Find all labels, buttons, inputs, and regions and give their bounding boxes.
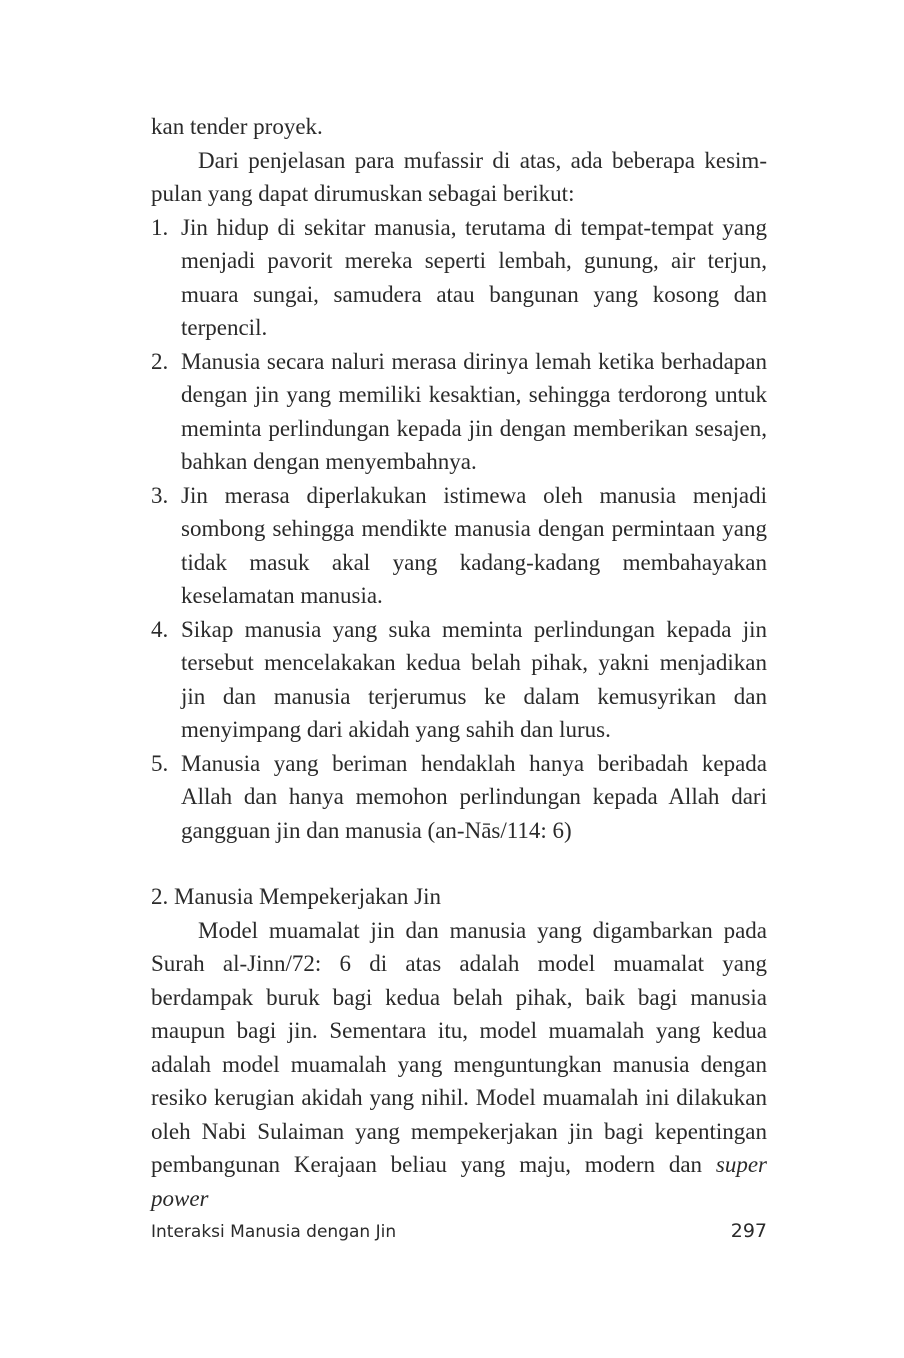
list-item-text: Manusia secara naluri merasa dirinya lemah ketika berhadapan dengan jin yang memiliki kesaktian, sehingga terdorong untuk meminta perlindungan kepada jin dengan memberikan sesajen, bahkan dengan menyembahnya.	[181, 348, 767, 474]
list-item	[151, 613, 767, 747]
section-paragraph-text: Model muamalat jin dan manusia yang digambarkan pada Surah al-Jinn/72: 6 di atas adalah model muamalat yang berdampak buruk bagi kedua belah pihak, baik bagi manusia maupun bagi jin. Sementara itu, model muamalah yang kedua adalah model muamalah yang menguntungkan manusia dengan resiko kerugian akidah yang nihil. Model muamalah ini dilakukan oleh Nabi Sulaiman yang mempekerjakan jin bagi kepentingan pembangunan Kerajaan beliau yang maju, modern dan	[151, 917, 767, 1177]
running-title: Interaksi Manusia dengan Jin	[151, 1222, 397, 1242]
list-item	[151, 345, 767, 479]
page-body	[151, 110, 767, 1215]
intro-fragment: kan tender proyek.	[151, 114, 323, 139]
list-item-number: 2.	[151, 348, 169, 374]
list-item-number: 4.	[151, 616, 169, 642]
list-item-text: Jin merasa diperlakukan istimewa oleh manusia menjadi sombong sehingga mendikte manusia dengan permintaan yang tidak masuk akal yang kadang-kadang membahayakan keselamatan manusia.	[181, 482, 767, 608]
list-item	[151, 479, 767, 613]
list-item	[151, 747, 767, 848]
list-item-number: 3.	[151, 482, 169, 508]
list-item	[151, 211, 767, 345]
list-item-text: Manusia yang beriman hendaklah hanya beribadah kepada Allah dan hanya memohon perlindungan kepada Allah dari gangguan jin dan manusia (an-Nās/114: 6)	[181, 750, 767, 843]
lead-paragraph: Dari penjelasan para mufassir di atas, ada beberapa kesimpulan yang dapat dirumuskan sebagai berikut:	[151, 147, 767, 206]
list-item-text: Jin hidup di sekitar manusia, terutama di tempat-tempat yang menjadi pavorit mereka seperti lembah, gunung, air terjun, muara sungai, samudera atau bangunan yang kosong dan terpencil.	[181, 214, 767, 340]
list-item-number: 1.	[151, 214, 169, 240]
page-number: 297	[730, 1220, 767, 1242]
section-paragraph	[151, 914, 767, 1216]
section-paragraph-italic: super power	[151, 1152, 768, 1211]
list-item-text: Sikap manusia yang suka meminta perlindungan kepada jin tersebut mencelakakan kedua belah pihak, yakni menjadikan jin dan manusia terjerumus ke dalam kemusyrikan dan menyimpang dari akidah yang sahih dan lurus.	[181, 616, 767, 742]
list-item-number: 5.	[151, 750, 169, 776]
conclusions-list	[151, 211, 767, 848]
page-footer	[151, 1220, 767, 1242]
section-heading: 2. Manusia Mempekerjakan Jin	[151, 884, 441, 909]
